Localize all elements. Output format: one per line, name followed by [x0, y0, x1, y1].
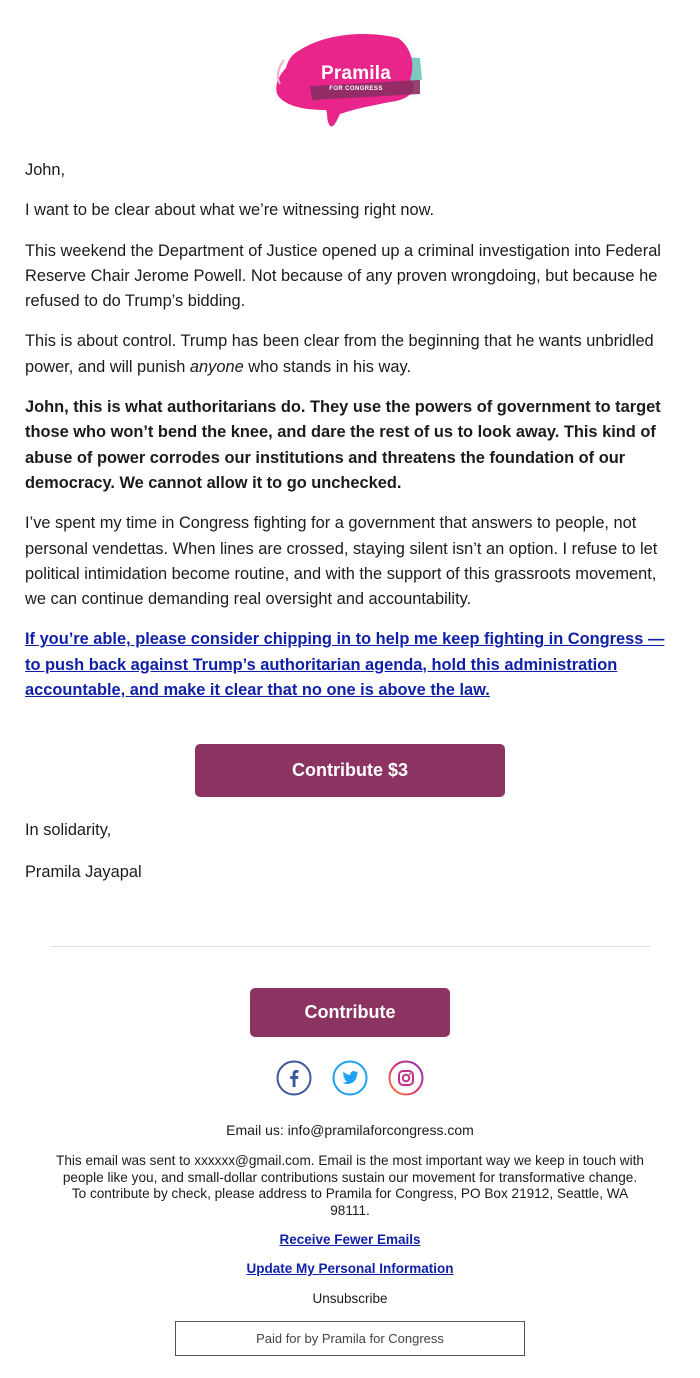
unsubscribe-link[interactable]: Unsubscribe: [312, 1291, 388, 1306]
paragraph-3-start: This is about control. Trump has been clear from the beginning that he wants unbridled power, and will punish: [25, 332, 654, 376]
greeting: John,: [25, 161, 66, 179]
donate-link[interactable]: If you’re able, please consider chipping in to help me keep fighting in Congress — to push back against Trump’s authoritarian agenda, hold this administration accountable, and make it clear that no one is above the law.: [25, 630, 665, 700]
paragraph-2: This weekend the Department of Justice opened up a criminal investigation into Federal Reserve Chair Jerome Powell. Not because of any proven wrongdoing, but because he refused to do Trump’s bidding.: [25, 241, 661, 311]
contribute-3-button[interactable]: Contribute $3: [195, 744, 505, 797]
instagram-icon: [388, 1060, 424, 1096]
facebook-link[interactable]: [276, 1060, 312, 1096]
signoff: In solidarity,: [25, 821, 112, 839]
paragraph-5: I’ve spent my time in Congress fighting for a government that answers to people, not personal vendettas. When lines are crossed, staying silent isn’t an option. I refuse to let political intimidation become routine, and with the support of this grassroots movement, we can continue demanding real oversight and accountability.: [25, 514, 658, 609]
email-contact: Email us: info@pramilaforcongress.com: [226, 1122, 474, 1138]
letter-body: [25, 158, 675, 718]
logo-subtitle: FOR CONGRESS: [329, 86, 383, 92]
footer-divider: [50, 946, 650, 947]
paragraph-3-end: who stands in his way.: [243, 357, 412, 376]
instagram-link[interactable]: [388, 1060, 424, 1096]
paragraph-4-bold: John, this is what authoritarians do. They use the powers of government to target those who won’t bend the knee, and dare the rest of us to look away. This kind of abuse of power corrodes our institutions and threatens the foundation of our democracy. We cannot allow it to go unchecked.: [25, 398, 661, 492]
paid-for-box: Paid for by Pramila for Congress: [175, 1321, 525, 1356]
facebook-icon: [276, 1060, 312, 1096]
update-info-link[interactable]: Update My Personal Information: [246, 1261, 454, 1276]
receive-fewer-emails-link[interactable]: Receive Fewer Emails: [279, 1232, 421, 1247]
paragraph-3: [25, 329, 675, 380]
emphasis-anyone: anyone: [189, 357, 244, 376]
contribute-button[interactable]: Contribute: [250, 988, 450, 1037]
twitter-icon: [332, 1060, 368, 1096]
logo-name: Pramila: [320, 63, 392, 84]
footer-disclaimer: This email was sent to xxxxxx@gmail.com. Email is the most important way we keep in touch with people like you, and small-dollar contributions sustain our movement for transformative change. To contribute by check, please address to Pramila for Congress, PO Box 21912, Seattle, WA 98111.: [56, 1153, 644, 1218]
twitter-link[interactable]: [332, 1060, 368, 1096]
pramila-logo: [270, 28, 430, 132]
signature: Pramila Jayapal: [25, 863, 142, 881]
paragraph-1: I want to be clear about what we’re witnessing right now.: [25, 201, 435, 220]
cta-paragraph: [25, 627, 675, 703]
